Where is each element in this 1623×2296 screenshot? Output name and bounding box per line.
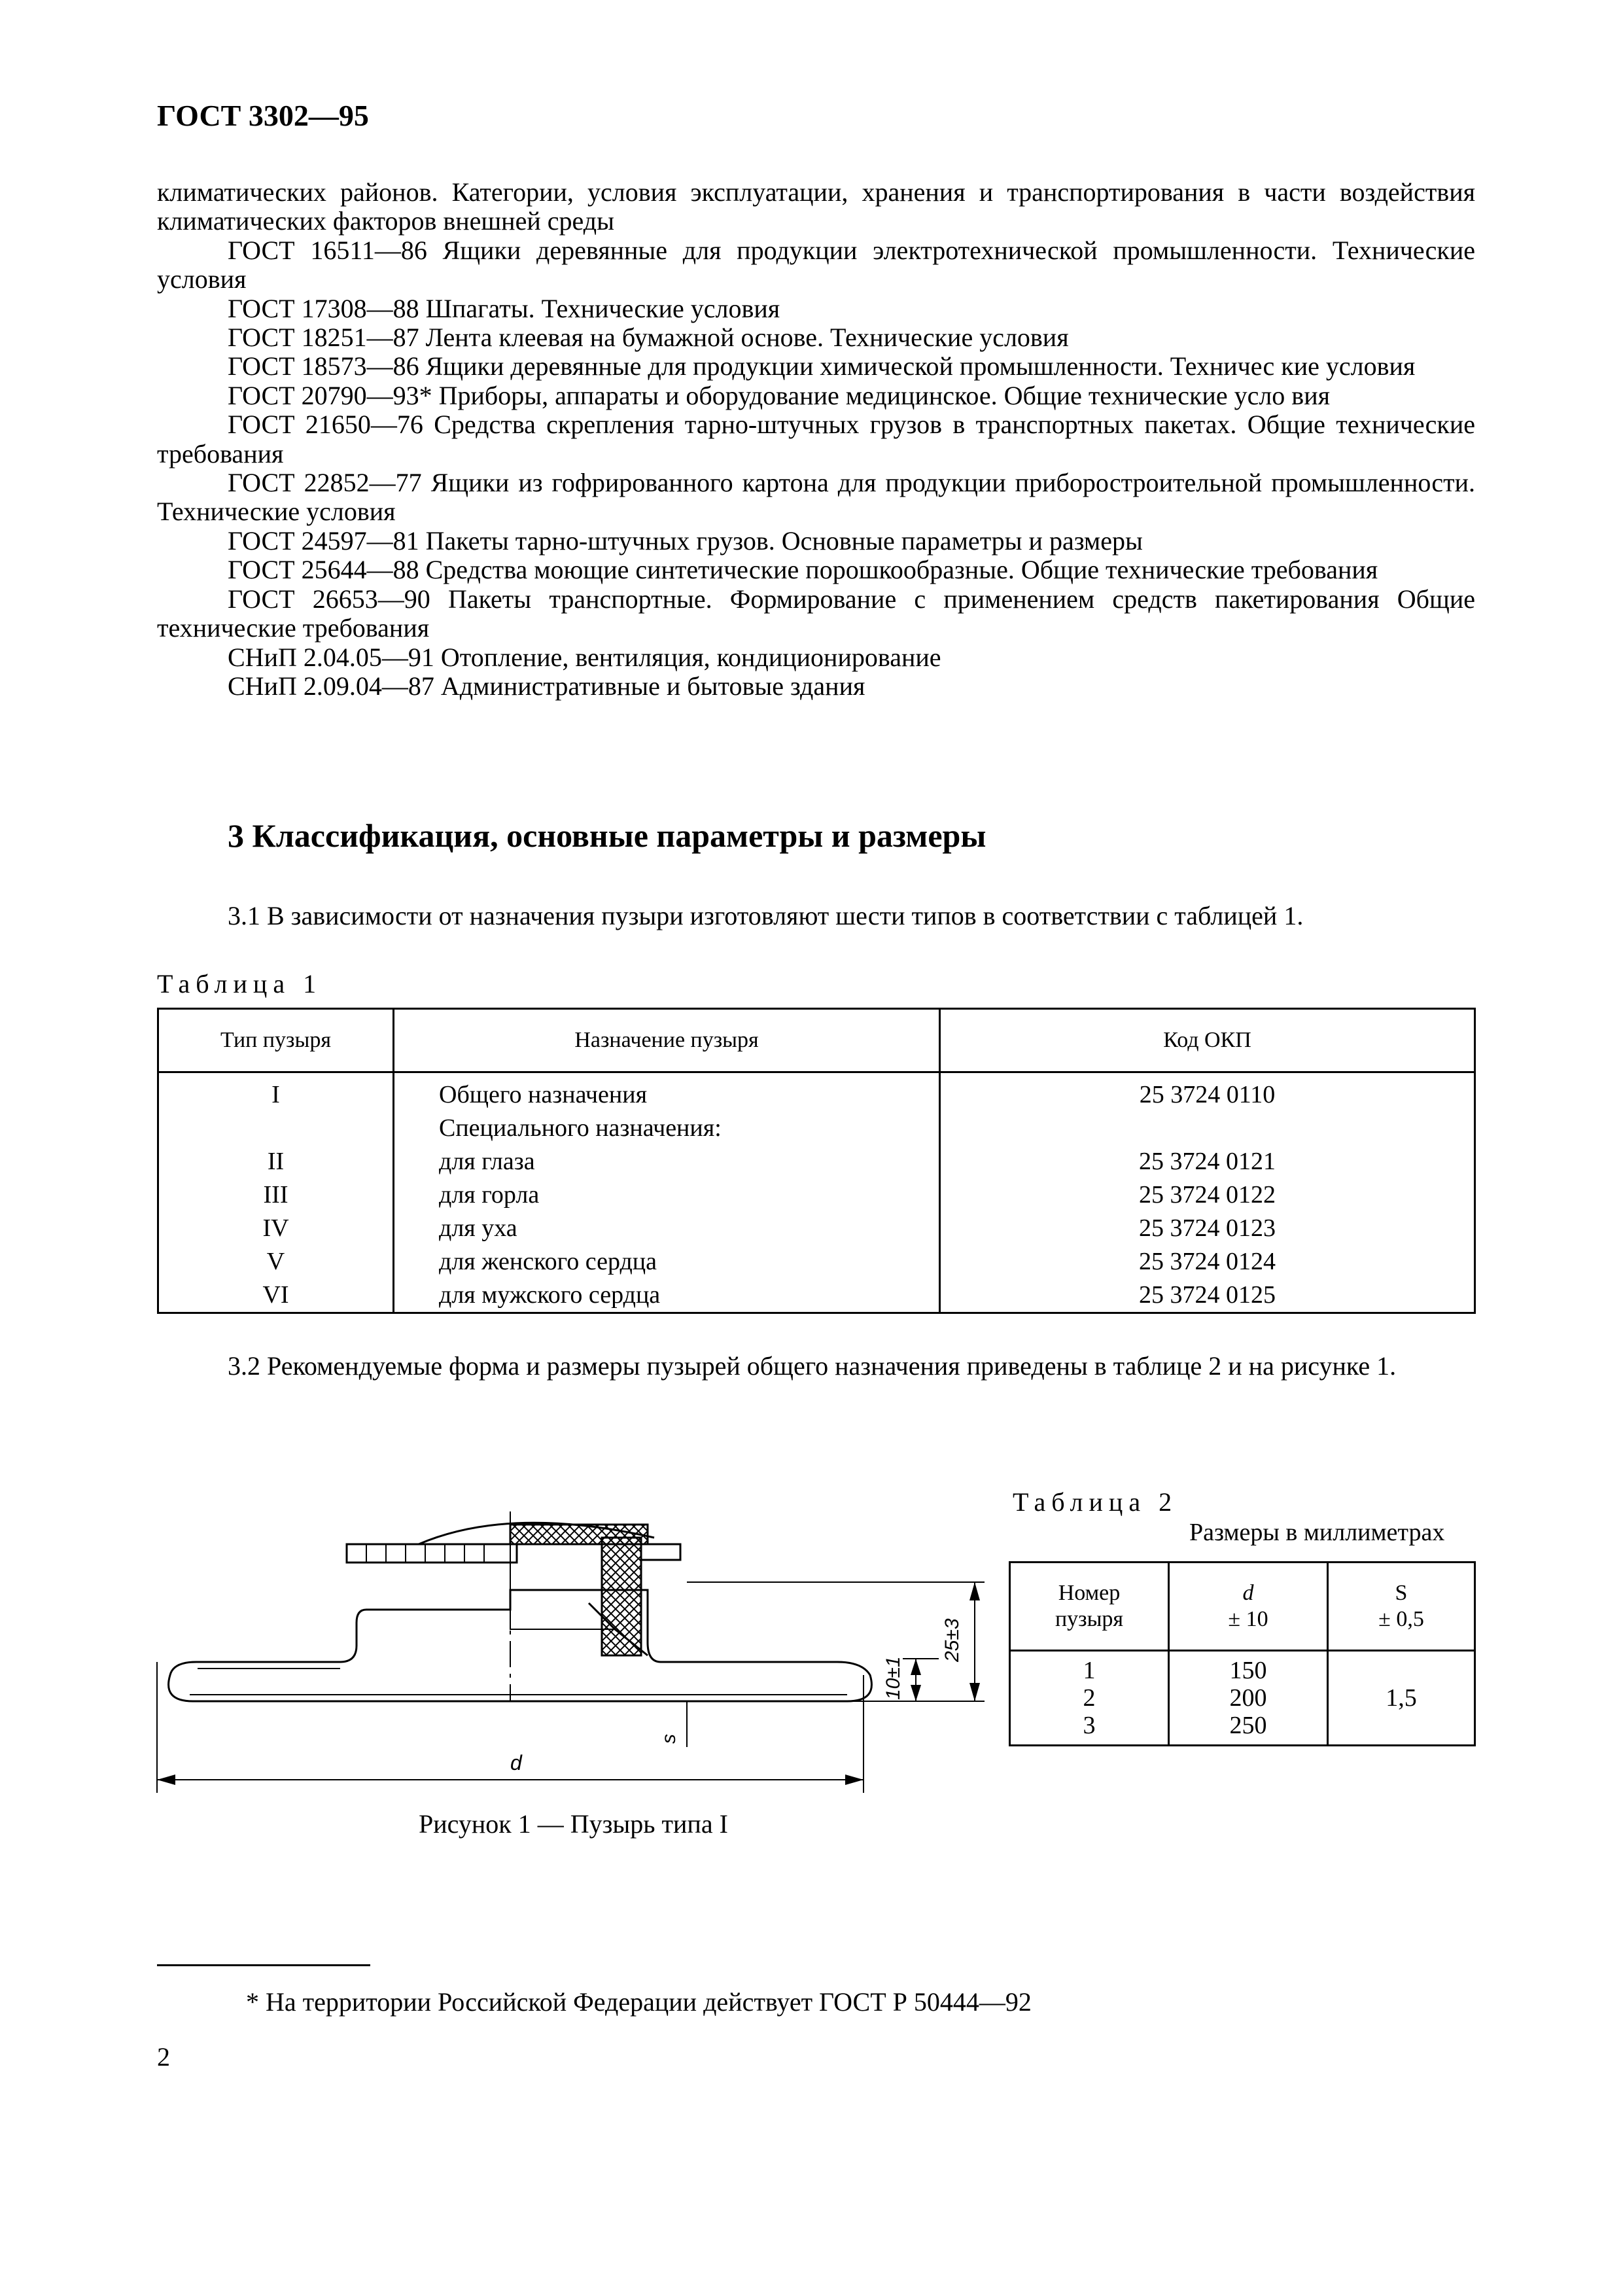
table2-caption: Таблица 2: [1013, 1487, 1178, 1517]
reference-item: ГОСТ 26653—90 Пакеты транспортные. Формирование с применением средств пакетирования Общие технические требования: [157, 584, 1475, 643]
table-row: Специального назначения:: [158, 1112, 1475, 1145]
dim-thickness-label: 10±1: [882, 1656, 904, 1700]
table2-numbers: 1 2 3: [1010, 1651, 1169, 1746]
paragraph-3-2: 3.2 Рекомендуемые форма и размеры пузырей общего назначения приведены в таблице 2 и на рисунке 1.: [228, 1351, 1397, 1381]
table-row: [1010, 1651, 1475, 1746]
table-row: I Общего назначения 25 3724 0110: [158, 1072, 1475, 1112]
reference-item: ГОСТ 18573—86 Ящики деревянные для продукции химической промышленности. Техничес кие условия: [228, 351, 1416, 381]
table-row: IV для уха 25 3724 0123: [158, 1212, 1475, 1245]
table1-header: Код ОКП: [940, 1009, 1475, 1072]
reference-item: СНиП 2.09.04—87 Административные и бытовые здания: [228, 671, 865, 701]
table2-header-s: S ± 0,5: [1328, 1563, 1475, 1651]
reference-item: СНиП 2.04.05—91 Отопление, вентиляция, кондиционирование: [228, 642, 941, 672]
reference-item: ГОСТ 24597—81 Пакеты тарно-штучных грузов. Основные параметры и размеры: [228, 525, 1143, 556]
figure-caption: Рисунок 1 — Пузырь типа I: [419, 1809, 728, 1839]
page-number: 2: [157, 2042, 170, 2072]
reference-item: ГОСТ 17308—88 Шпагаты. Технические условия: [228, 293, 780, 323]
reference-item: ГОСТ 16511—86 Ящики деревянные для продукции электротехнической промышленности. Технические условия: [157, 235, 1475, 294]
section-title: 3 Классификация, основные параметры и размеры: [228, 817, 986, 854]
table1-header: Назначение пузыря: [394, 1009, 940, 1072]
footnote-divider: [157, 1964, 370, 1966]
reference-item: ГОСТ 21650—76 Средства скрепления тарно-штучных грузов в транспортных пакетах. Общие технические требования: [157, 410, 1475, 468]
table-row: II для глаза 25 3724 0121: [158, 1145, 1475, 1178]
intro-text: климатических районов. Категории, условия эксплуатации, хранения и транспортирования в части воздействия климатических факторов внешней среды: [157, 177, 1475, 236]
reference-item: ГОСТ 18251—87 Лента клеевая на бумажной основе. Технические условия: [228, 323, 1069, 353]
table2-header-d: d ± 10: [1169, 1563, 1328, 1651]
table-1: [157, 1008, 1476, 1314]
footnote: * На территории Российской Федерации действует ГОСТ Р 50444—92: [246, 1987, 1032, 2017]
references-list: [157, 178, 1475, 701]
table1-caption: Таблица 1: [157, 969, 323, 998]
table2-units: Размеры в миллиметрах: [1189, 1519, 1445, 1546]
dim-height-label: 25±3: [941, 1618, 963, 1662]
reference-item: ГОСТ 22852—77 Ящики из гофрированного картона для продукции приборостроительной промышленности. Технические условия: [157, 468, 1475, 527]
document-header: ГОСТ 3302—95: [157, 99, 369, 132]
reference-item: ГОСТ 25644—88 Средства моющие синтетические порошкообразные. Общие технические требования: [228, 555, 1378, 585]
table-row: V для женского сердца 25 3724 0124: [158, 1245, 1475, 1279]
table2-header-number: Номер пузыря: [1010, 1563, 1169, 1651]
table2-d-values: 150 200 250: [1169, 1651, 1328, 1746]
paragraph-3-1: 3.1 В зависимости от назначения пузыри изготовляют шести типов в соответствии с таблицей 1.: [228, 901, 1304, 930]
figure-1-drawing: [144, 1485, 994, 1799]
dim-d-label: d: [510, 1751, 522, 1775]
reference-item: ГОСТ 20790—93* Приборы, аппараты и оборудование медицинское. Общие технические усло вия: [228, 380, 1330, 410]
table-2: [1009, 1561, 1476, 1746]
table1-header: Тип пузыря: [158, 1009, 394, 1072]
table-row: VI для мужского сердца 25 3724 0125: [158, 1279, 1475, 1313]
dim-s-label: s: [658, 1734, 680, 1744]
table2-s-value: 1,5: [1328, 1651, 1475, 1746]
table-row: III для горла 25 3724 0122: [158, 1178, 1475, 1212]
